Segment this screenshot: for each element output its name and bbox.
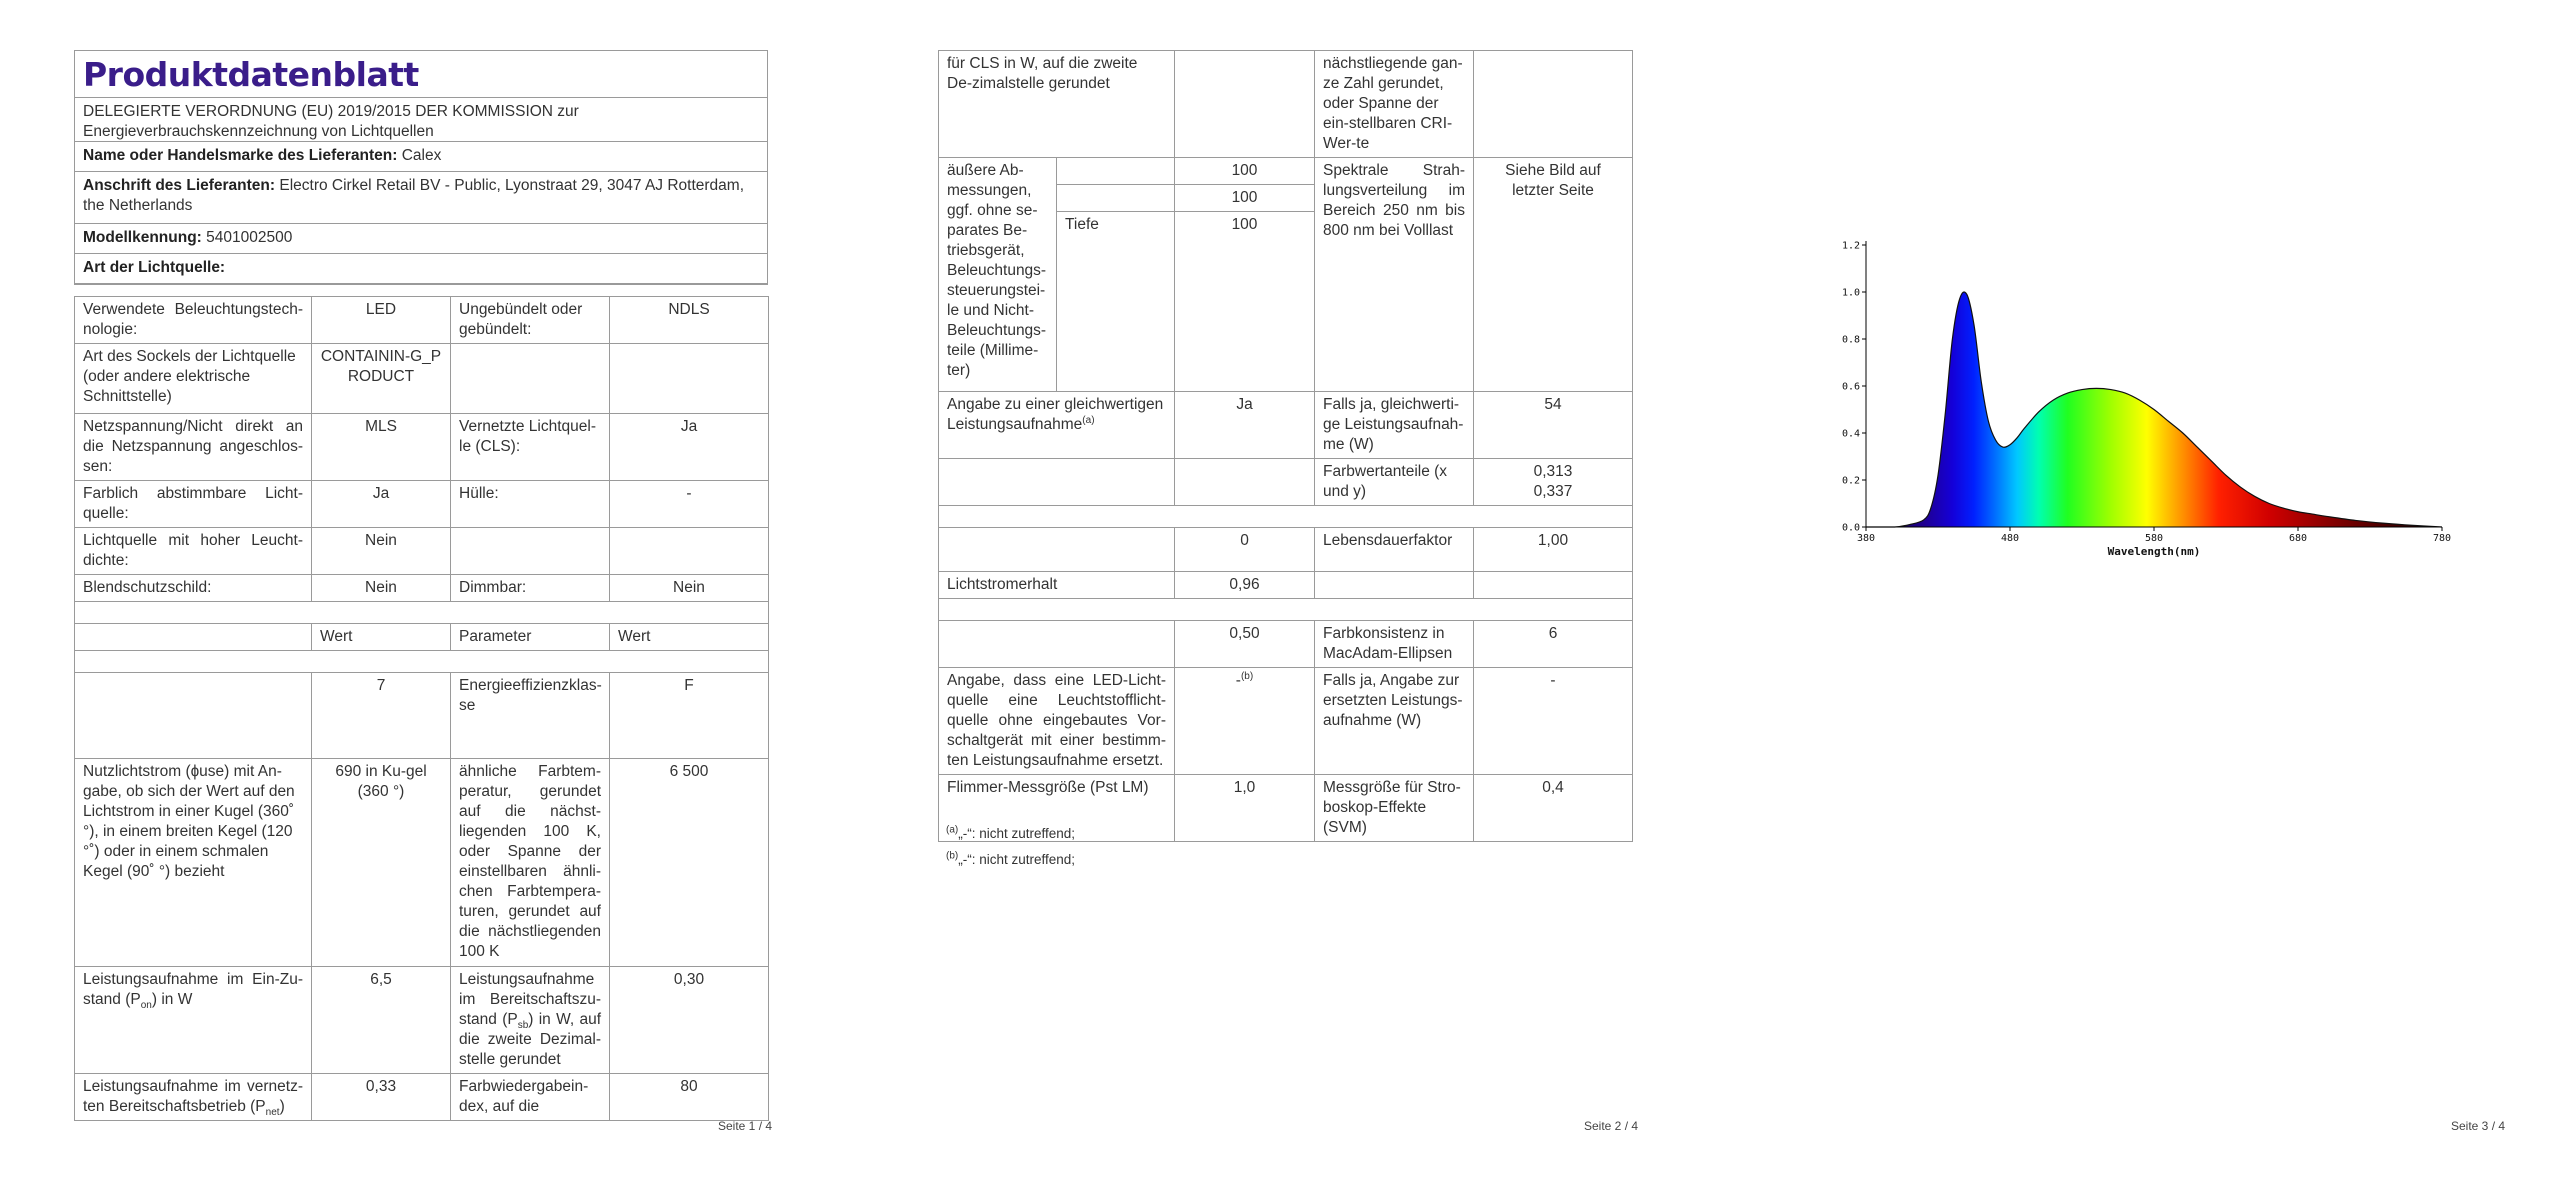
table-cell — [451, 344, 610, 414]
table-row — [75, 673, 769, 759]
table-cell: Ungebündelt oder gebündelt: — [451, 297, 610, 344]
table-cell: 80 — [610, 1074, 769, 1121]
network-standby-label-tail: ) — [279, 1098, 285, 1115]
table-row — [75, 414, 769, 481]
table-row — [939, 621, 1633, 668]
dimensions-label-cell: äußere Ab-messungen, ggf. ohne se-parates Be-triebsgerät, Beleuchtungs-steuerungstei-le und Nicht-Beleuchtungs-teile (Millime-ter) — [939, 158, 1057, 392]
table-cell: Nein — [312, 528, 451, 575]
x-tick-label: 780 — [2432, 533, 2452, 544]
chromaticity-y: 0,337 — [1533, 483, 1573, 500]
supplier-value: Calex — [401, 147, 442, 164]
y-tick-label: 0.2 — [1841, 475, 1860, 487]
dimension-depth-label: Tiefe — [1057, 212, 1175, 392]
table-cell: Flimmer-Messgröße (Pst LM) — [939, 775, 1175, 842]
power-on-label-tail: ) in W — [151, 991, 193, 1008]
standby-power-label: Leistungsaufnahme im Bereitschaftszu-stand (P — [459, 971, 601, 1028]
dimension-depth-value: 100 — [1175, 212, 1315, 392]
table-cell: Siehe Bild auf letzter Seite — [1474, 158, 1633, 392]
table-cell: nächstliegende gan-ze Zahl gerundet, oder Spanne der ein-stellbaren CRI-Wer-te — [1315, 51, 1474, 158]
footnote-a-mark: (a) — [946, 824, 959, 836]
x-tick-label: 580 — [2144, 533, 2164, 544]
table-cell: 690 in Ku-gel (360 °) — [312, 759, 451, 967]
table-cell: Farbwertanteile (x und y) — [1315, 459, 1474, 506]
table-cell: 0,50 — [1175, 621, 1315, 668]
table-cell: Falls ja, Angabe zur ersetzten Leistungs-aufnahme (W) — [1315, 668, 1474, 775]
standby-power-label-tail: ) in W, auf die zweite Dezimal-stelle gerundet — [459, 1011, 601, 1068]
table-cell: 6,5 — [312, 967, 451, 1074]
table-header-cell: Parameter — [451, 624, 610, 651]
page-number-footer: Seite 3 / 4 — [2451, 1119, 2506, 1133]
page-number-footer: Seite 1 / 4 — [718, 1119, 773, 1133]
dimension-height-label — [1057, 158, 1175, 185]
table-cell: Ja — [1175, 392, 1315, 459]
page-1 — [0, 0, 860, 1187]
table-row — [75, 481, 769, 528]
table-cell — [75, 967, 312, 1074]
y-tick-label: 0.0 — [1841, 522, 1860, 534]
table-cell — [75, 673, 312, 759]
table-cell: Nein — [610, 575, 769, 602]
page-number-footer: Seite 2 / 4 — [1584, 1119, 1639, 1133]
table-cell: 7 — [312, 673, 451, 759]
table-cell: 6 — [1474, 621, 1633, 668]
table-cell: Lebensdauerfaktor — [1315, 528, 1474, 572]
table-cell: Nutzlichtstrom (ɸuse) mit An-gabe, ob sich der Wert auf den Lichtstrom in einer Kugel (360˚ °), in einem breiten Kegel (120 °˚) oder in einem schmalen Kegel (90˚ °) bezieht — [75, 759, 312, 967]
table-cell: 1,00 — [1474, 528, 1633, 572]
table-row — [939, 668, 1633, 775]
table-cell: Hülle: — [451, 481, 610, 528]
table-cell: 0,30 — [610, 967, 769, 1074]
table-cell — [1474, 572, 1633, 599]
model-value: 5401002500 — [206, 229, 293, 246]
table-row — [939, 392, 1633, 459]
page-3 — [1720, 0, 2560, 1187]
y-tick-label: 1.2 — [1841, 240, 1860, 252]
table-row — [75, 967, 769, 1074]
y-tick-label: 0.4 — [1841, 428, 1860, 440]
light-source-table — [74, 296, 769, 1121]
network-standby-subscript: net — [265, 1107, 280, 1119]
table-cell — [1175, 668, 1315, 775]
table-cell: 0,33 — [312, 1074, 451, 1121]
supplier-label: Name oder Handelsmarke des Lieferanten: — [83, 147, 398, 164]
table-cell: Energieeffizienzklas-se — [451, 673, 610, 759]
regulation-text: DELEGIERTE VERORDNUNG (EU) 2019/2015 DER KOMMISSION zur Energieverbrauchskennzeichnung von Lichtquellen — [75, 98, 767, 142]
table-cell: F — [610, 673, 769, 759]
table-cell: 0,96 — [1175, 572, 1315, 599]
table-row — [939, 528, 1633, 572]
table-cell — [939, 528, 1175, 572]
table-row — [939, 459, 1633, 506]
table-cell: Verwendete Beleuchtungstech-nologie: — [75, 297, 312, 344]
table-cell: MLS — [312, 414, 451, 481]
table-row — [75, 344, 769, 414]
table-header-cell: Wert — [610, 624, 769, 651]
power-on-label: Leistungsaufnahme im Ein-Zu-stand (P — [83, 971, 303, 1008]
table-separator-row — [939, 599, 1633, 621]
table-cell — [1175, 51, 1315, 158]
footnote-a-marker: (a) — [1082, 414, 1095, 426]
table-cell — [610, 344, 769, 414]
table-cell: Lichtquelle mit hoher Leucht-dichte: — [75, 528, 312, 575]
model-label: Modellkennung: — [83, 229, 202, 246]
led-replace-value: - — [1235, 672, 1241, 689]
table-header-cell: Wert — [312, 624, 451, 651]
table-cell: 6 500 — [610, 759, 769, 967]
table-cell: Farbwiedergabein-dex, auf die — [451, 1074, 610, 1121]
dimension-height-value: 100 — [1175, 158, 1315, 185]
table-cell: 0,4 — [1474, 775, 1633, 842]
table-cell: - — [1474, 668, 1633, 775]
dimension-width-label — [1057, 185, 1175, 212]
table-cell: Messgröße für Stro-boskop-Effekte (SVM) — [1315, 775, 1474, 842]
table-cell: NDLS — [610, 297, 769, 344]
address-value: Electro Cirkel Retail BV - Public, Lyonstraat 29, 3047 AJ Rotterdam, the Netherlands — [83, 177, 745, 214]
table-separator-row — [75, 651, 769, 673]
table-row — [75, 297, 769, 344]
y-tick-label: 1.0 — [1841, 287, 1860, 299]
network-standby-label: Leistungsaufnahme im vernetz-ten Bereitschaftsbetrieb (P — [83, 1078, 303, 1115]
table-row — [939, 51, 1633, 158]
table-cell: 1,0 — [1175, 775, 1315, 842]
table-header-row — [75, 624, 769, 651]
table-cell — [610, 528, 769, 575]
footnote-b — [946, 850, 1075, 870]
model-row — [75, 224, 767, 254]
table-cell: Angabe, dass eine LED-Licht-quelle eine Leuchtstofflicht-quelle ohne eingebautes Vor-schaltgerät mit einer bestimm-ten Leistungsaufnahme ersetzt. — [939, 668, 1175, 775]
table-cell — [939, 392, 1175, 459]
table-cell — [1315, 572, 1474, 599]
table-cell — [75, 1074, 312, 1121]
table-cell: für CLS in W, auf die zweite De-zimalstelle gerundet — [939, 51, 1175, 158]
table-cell: Farblich abstimmbare Licht-quelle: — [75, 481, 312, 528]
table-row — [75, 759, 769, 967]
footnote-a-text: „-“: nicht zutreffend; — [958, 826, 1076, 841]
x-axis-label: Wavelength(nm) — [2107, 545, 2201, 558]
table-cell: Farbkonsistenz in MacAdam-Ellipsen — [1315, 621, 1474, 668]
table-row — [75, 528, 769, 575]
footnote-b-mark: (b) — [946, 850, 959, 862]
table-cell: Ja — [312, 481, 451, 528]
y-tick-label: 0.8 — [1841, 334, 1860, 346]
table-cell: Dimmbar: — [451, 575, 610, 602]
table-header-cell — [75, 624, 312, 651]
table-row — [939, 158, 1633, 185]
address-row — [75, 172, 767, 224]
table-cell: - — [610, 481, 769, 528]
equivalent-power-label: Angabe zu einer gleichwertigen Leistungsaufnahme — [947, 396, 1164, 433]
power-on-subscript: on — [140, 1000, 152, 1012]
table-cell — [451, 528, 610, 575]
table-cell: ähnliche Farbtem-peratur, gerundet auf die nächst-liegenden 100 K, oder Spanne der einstellbaren ähnli-chen Farbtempera-turen, gerundet auf die nächstliegenden 100 K — [451, 759, 610, 967]
table-cell — [939, 621, 1175, 668]
table-separator-row — [939, 506, 1633, 528]
dimension-width-value: 100 — [1175, 185, 1315, 212]
table-cell: Art des Sockels der Lichtquelle (oder andere elektrische Schnittstelle) — [75, 344, 312, 414]
table-cell: Nein — [312, 575, 451, 602]
table-cell: Vernetzte Lichtquel-le (CLS): — [451, 414, 610, 481]
table-cell: CONTAININ-G_PRODUCT — [312, 344, 451, 414]
page-2 — [860, 0, 1720, 1187]
footnote-b-marker: (b) — [1240, 670, 1254, 682]
chromaticity-x: 0,313 — [1533, 463, 1573, 480]
footnote-a — [946, 824, 1075, 844]
table-cell: Ja — [610, 414, 769, 481]
footnote-b-text: „-“: nicht zutreffend; — [958, 852, 1076, 867]
table-cell: Lichtstromerhalt — [939, 572, 1175, 599]
table-cell — [1175, 459, 1315, 506]
supplier-row — [75, 142, 767, 172]
table-cell — [1474, 51, 1633, 158]
title-box — [75, 51, 767, 98]
light-source-type-row — [75, 254, 767, 284]
table-cell: Falls ja, gleichwerti-ge Leistungsaufnah-me (W) — [1315, 392, 1474, 459]
product-data-sheet-header — [74, 50, 768, 285]
table-cell — [451, 967, 610, 1074]
table-cell — [1474, 459, 1633, 506]
table-row — [75, 1074, 769, 1121]
table-cell: Blendschutzschild: — [75, 575, 312, 602]
parameters-table-continued — [938, 50, 1633, 842]
table-cell — [939, 459, 1175, 506]
x-tick-label: 480 — [2000, 533, 2020, 544]
table-row — [939, 572, 1633, 599]
standby-power-subscript: sb — [517, 1020, 529, 1032]
table-cell: Spektrale Strah-lungsverteilung im Bereich 250 nm bis 800 nm bei Volllast — [1315, 158, 1474, 392]
table-cell: 0 — [1175, 528, 1315, 572]
x-tick-label: 680 — [2288, 533, 2308, 544]
address-label: Anschrift des Lieferanten: — [83, 177, 276, 194]
table-cell: 54 — [1474, 392, 1633, 459]
x-tick-label: 380 — [1856, 533, 1876, 544]
document-title: Produktdatenblatt — [83, 55, 419, 94]
table-separator-row — [75, 602, 769, 624]
light-source-type-label: Art der Lichtquelle: — [83, 259, 226, 276]
y-tick-label: 0.6 — [1841, 381, 1860, 393]
table-cell: Netzspannung/Nicht direkt an die Netzspannung angeschlos-sen: — [75, 414, 312, 481]
table-row — [75, 575, 769, 602]
spectral-distribution-chart — [1830, 225, 2470, 565]
table-cell: LED — [312, 297, 451, 344]
